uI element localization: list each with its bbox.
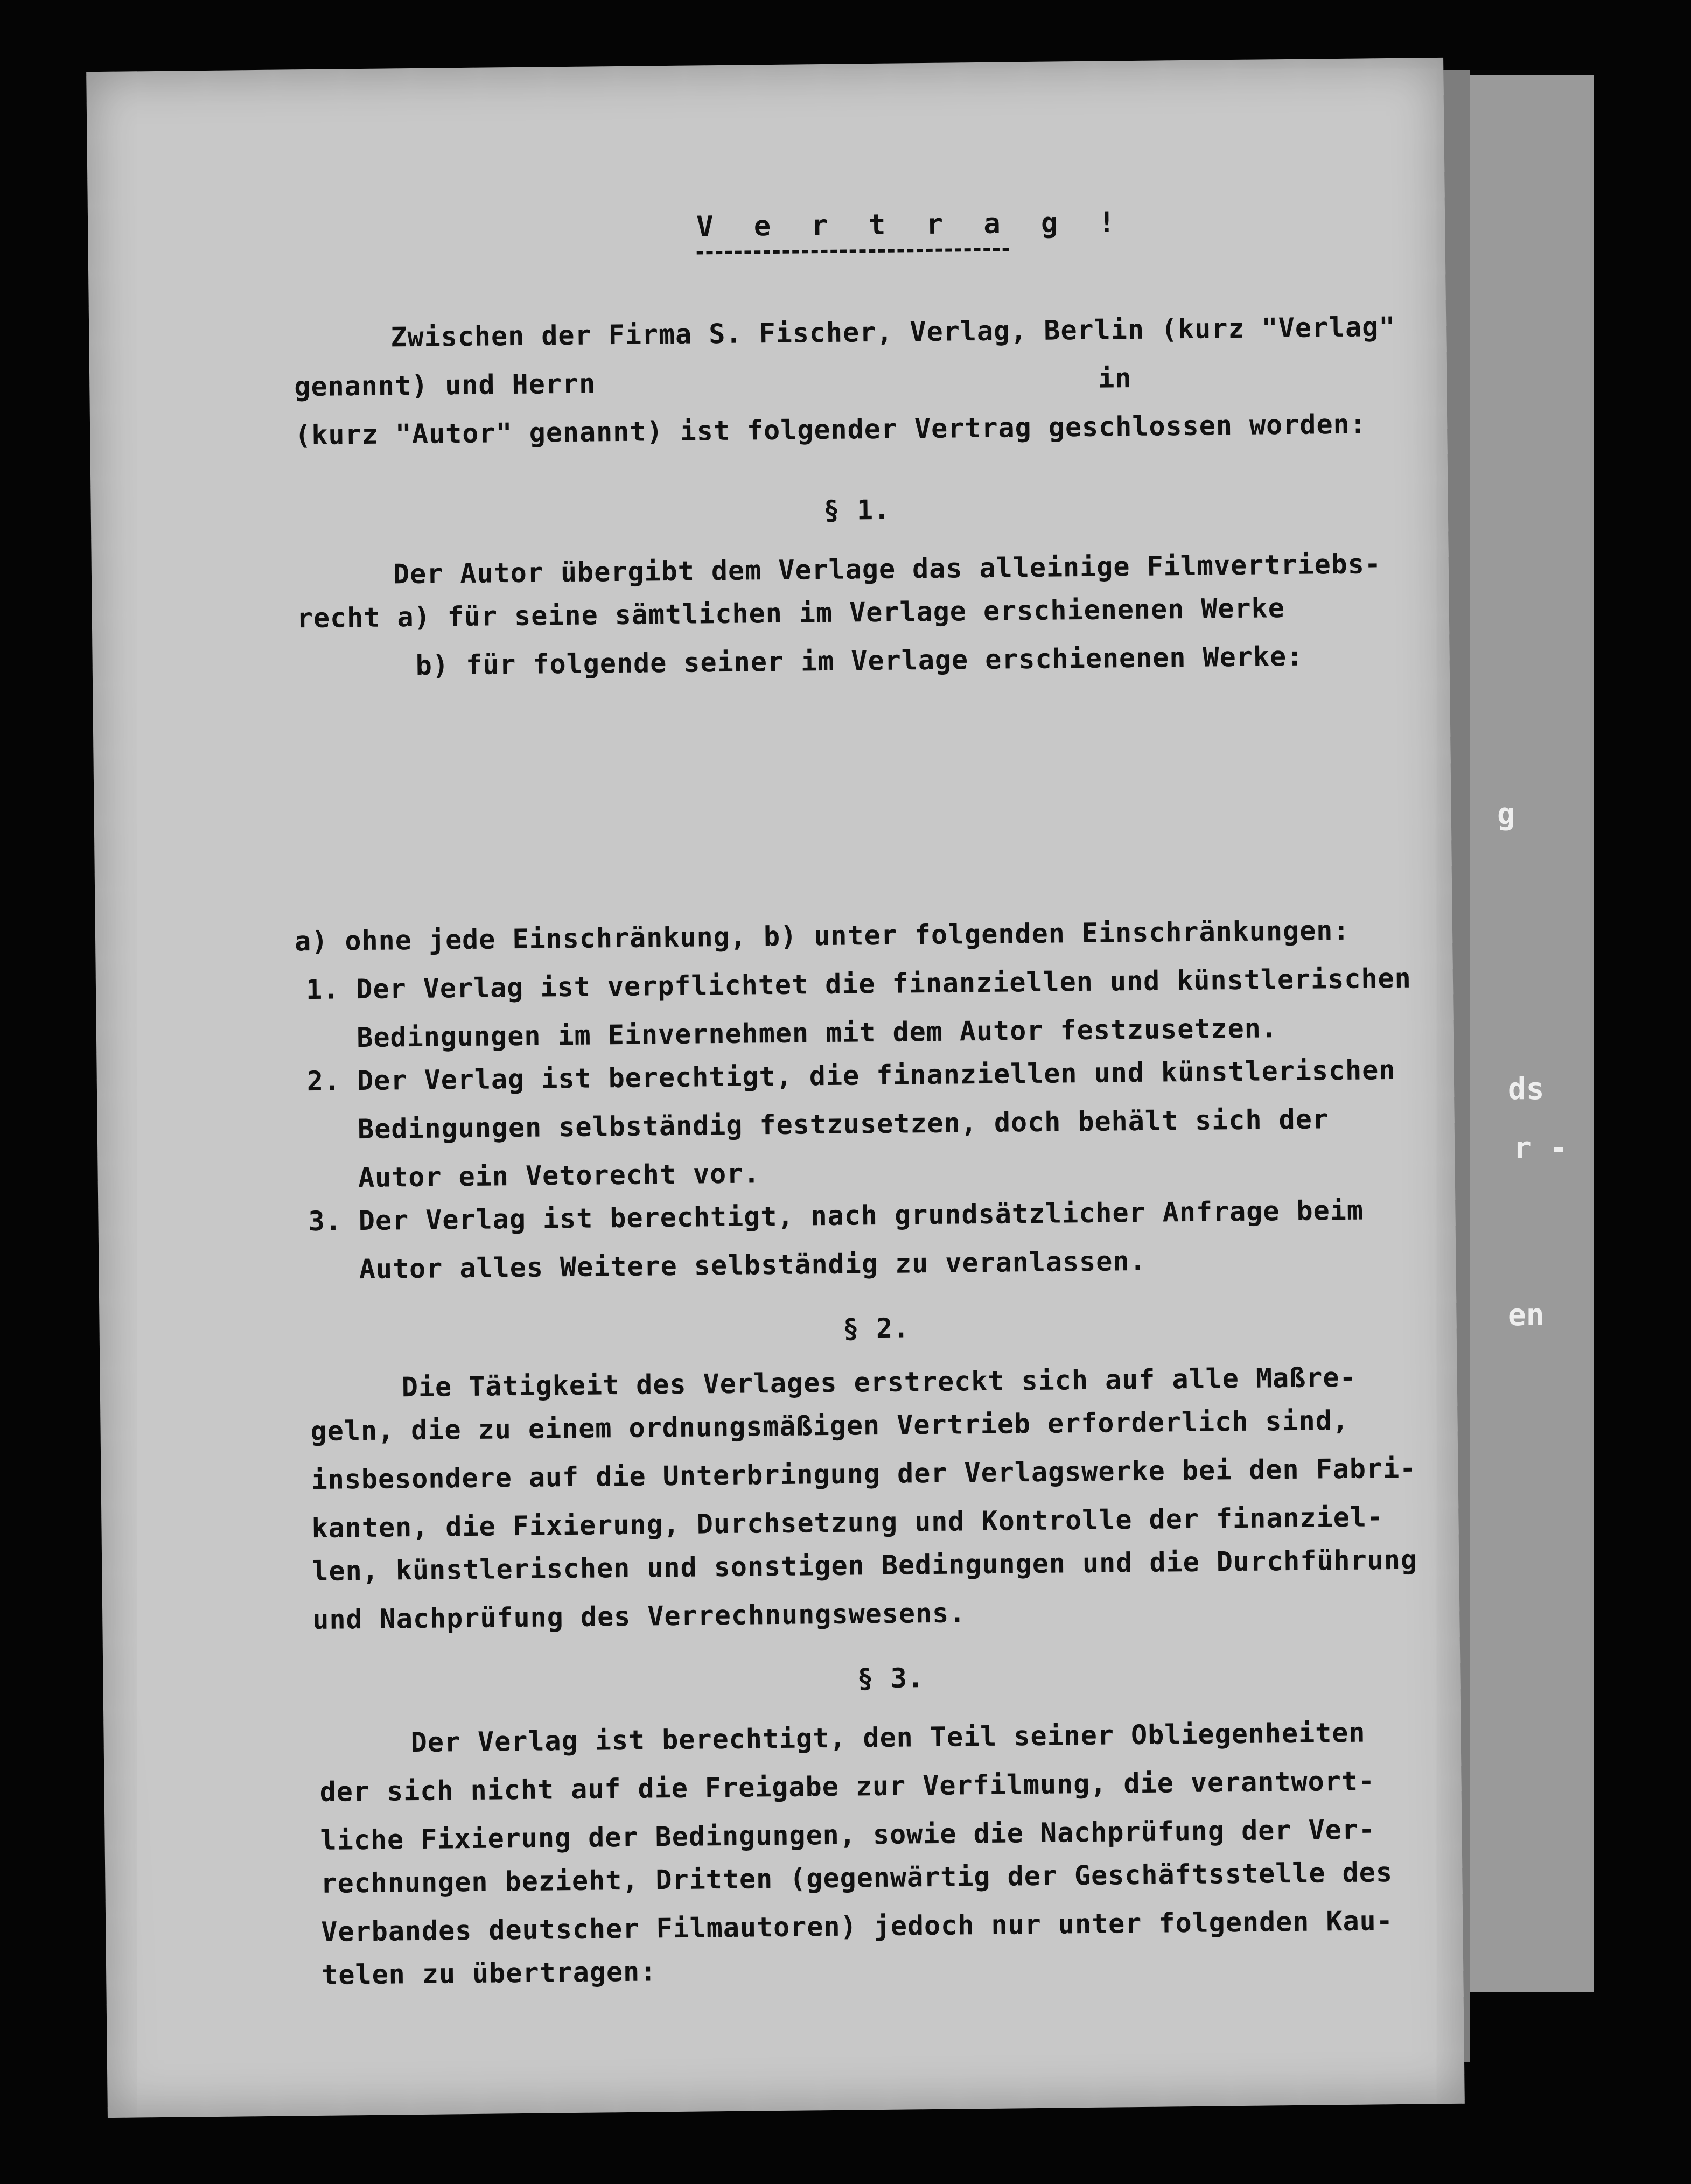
section-3-line: liche Fixierung der Bedingungen, sowie die Nachprüfung der Ver- <box>320 1814 1376 1856</box>
section-2-line: insbesondere auf die Unterbringung der Verlagswerke bei den Fabri- <box>311 1452 1417 1496</box>
section-3-heading: § 3. <box>857 1662 925 1695</box>
section-1-restrictions: a) ohne jede Einschränkung, b) unter folgenden Einschränkungen: <box>294 914 1350 957</box>
edge-fragment: r - <box>1513 1131 1568 1166</box>
section-1-item: 2. Der Verlag ist berechtigt, die finanziellen und künstlerischen <box>306 1054 1396 1097</box>
section-1-item: Autor ein Vetorecht vor. <box>308 1158 760 1194</box>
section-1-item: Bedingungen im Einvernehmen mit dem Autor festzusetzen. <box>306 1012 1278 1054</box>
section-1-item: Bedingungen selbständig festzusetzen, doch behält sich der <box>307 1103 1330 1146</box>
section-1-heading: § 1. <box>823 494 891 527</box>
document-page <box>86 58 1465 2118</box>
section-3-line: Verbandes deutscher Filmautoren) jedoch nur unter folgenden Kau- <box>321 1905 1394 1948</box>
section-2-heading: § 2. <box>842 1312 910 1345</box>
section-3-line: telen zu übertragen: <box>321 1956 657 1991</box>
intro-line: (kurz "Autor" genannt) ist folgender Vertrag geschlossen worden: <box>294 408 1367 451</box>
section-1-item: 3. Der Verlag ist berechtigt, nach grundsätzlicher Anfrage beim <box>308 1194 1364 1237</box>
intro-line: genannt) und Herrn in <box>294 362 1132 403</box>
section-2-line: geln, die zu einem ordnungsmäßigen Vertrieb erforderlich sind, <box>310 1404 1350 1447</box>
section-1-item: 1. Der Verlag ist verpflichtet die finanziellen und künstlerischen <box>305 962 1412 1006</box>
background-sheet-right <box>1454 75 1594 1992</box>
edge-fragment: g <box>1497 797 1515 832</box>
section-2-line: Die Tätigkeit des Verlages erstreckt sich auf alle Maßre- <box>401 1361 1357 1403</box>
section-3-line: rechnungen bezieht, Dritten (gegenwärtig der Geschäftsstelle des <box>320 1857 1393 1899</box>
edge-fragment: en <box>1508 1298 1545 1333</box>
section-2-line: kanten, die Fixierung, Durchsetzung und Kontrolle der finanziel- <box>311 1501 1384 1544</box>
section-2-line: len, künstlerischen und sonstigen Bedingungen und die Durchführung <box>312 1544 1418 1587</box>
title-underline <box>697 248 1009 257</box>
section-1-line: b) für folgende seiner im Verlage erschienenen Werke: <box>415 640 1304 681</box>
section-1-item: Autor alles Weitere selbständig zu veranlassen. <box>309 1245 1147 1286</box>
document-title: V e r t r a g ! <box>696 206 1128 243</box>
section-3-line: der sich nicht auf die Freigabe zur Verfilmung, die verantwort- <box>319 1765 1375 1808</box>
section-1-line: Der Autor übergibt dem Verlage das alleinige Filmvertriebs- <box>393 548 1382 590</box>
document-content <box>86 58 1465 2118</box>
section-3-line: Der Verlag ist berechtigt, den Teil seiner Obliegenheiten <box>410 1717 1366 1759</box>
intro-line: Zwischen der Firma S. Fischer, Verlag, Berlin (kurz "Verlag" <box>390 311 1396 353</box>
section-1-line: recht a) für seine sämtlichen im Verlage erschienenen Werke <box>296 592 1285 634</box>
section-2-line: und Nachprüfung des Verrechnungswesens. <box>312 1597 966 1636</box>
edge-fragment: ds <box>1508 1072 1545 1107</box>
